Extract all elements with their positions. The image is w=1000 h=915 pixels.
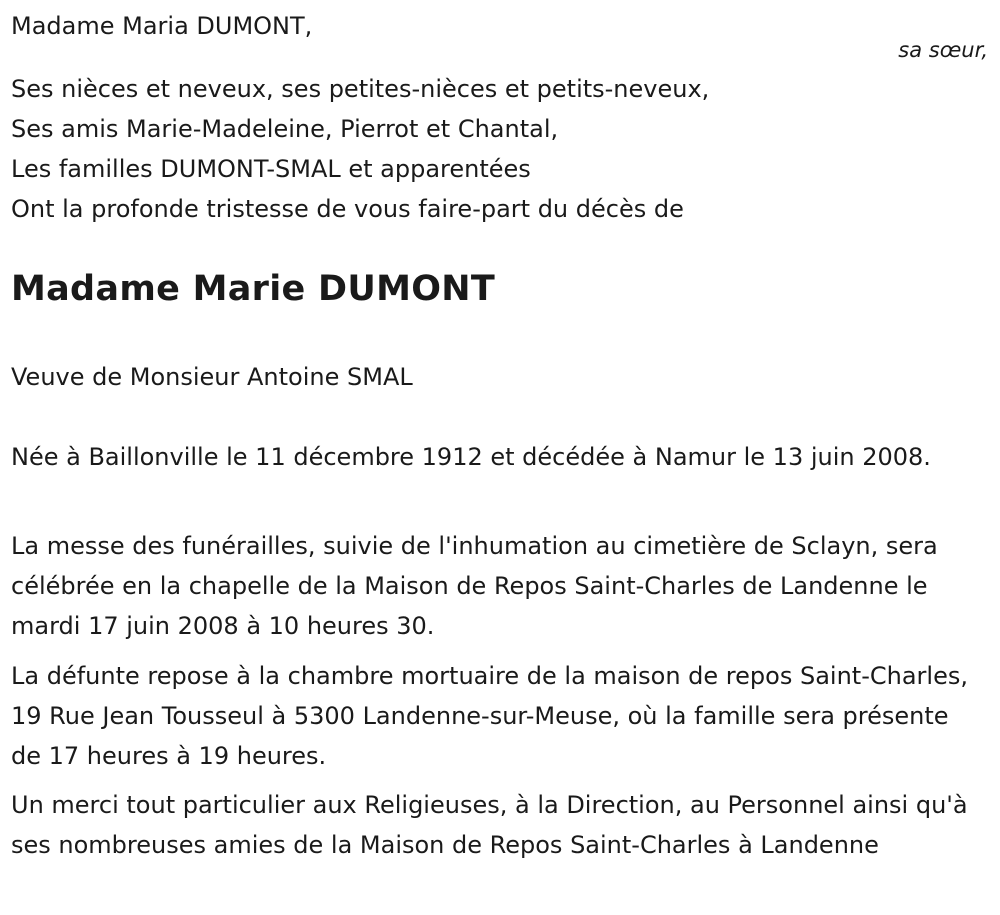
thanks-paragraph: Un merci tout particulier aux Religieuses, à la Direction, au Personnel ainsi qu'à ses nombreuses amies de la Maison de Repos Saint-Charles à Landenne bbox=[11, 791, 968, 859]
birth-death-paragraph: Née à Baillonville le 11 décembre 1912 et décédée à Namur le 13 juin 2008. bbox=[11, 443, 931, 471]
widow-of: Veuve de Monsieur Antoine SMAL bbox=[11, 363, 413, 391]
family-line-announcement: Ont la profonde tristesse de vous faire-part du décès de bbox=[11, 195, 684, 223]
family-line-friends: Ses amis Marie-Madeleine, Pierrot et Chantal, bbox=[11, 115, 559, 143]
family-line-families: Les familles DUMONT-SMAL et apparentées bbox=[11, 155, 531, 183]
funeral-paragraph: La messe des funérailles, suivie de l'inhumation au cimetière de Sclayn, sera célébrée en la chapelle de la Maison de Repos Saint-Charles de Landenne le mardi 17 juin 2008 à 10 heures 30. bbox=[11, 532, 938, 640]
sibling-relation: sa sœur, bbox=[898, 38, 988, 62]
deceased-name: Madame Marie DUMONT bbox=[11, 269, 496, 309]
sibling-name: Madame Maria DUMONT, bbox=[11, 12, 313, 40]
viewing-paragraph: La défunte repose à la chambre mortuaire de la maison de repos Saint-Charles, 19 Rue Jean Tousseul à 5300 Landenne-sur-Meuse, où la famille sera présente de 17 heures à 19 heures. bbox=[11, 662, 968, 770]
family-line-nieces: Ses nièces et neveux, ses petites-nièces et petits-neveux, bbox=[11, 75, 710, 103]
